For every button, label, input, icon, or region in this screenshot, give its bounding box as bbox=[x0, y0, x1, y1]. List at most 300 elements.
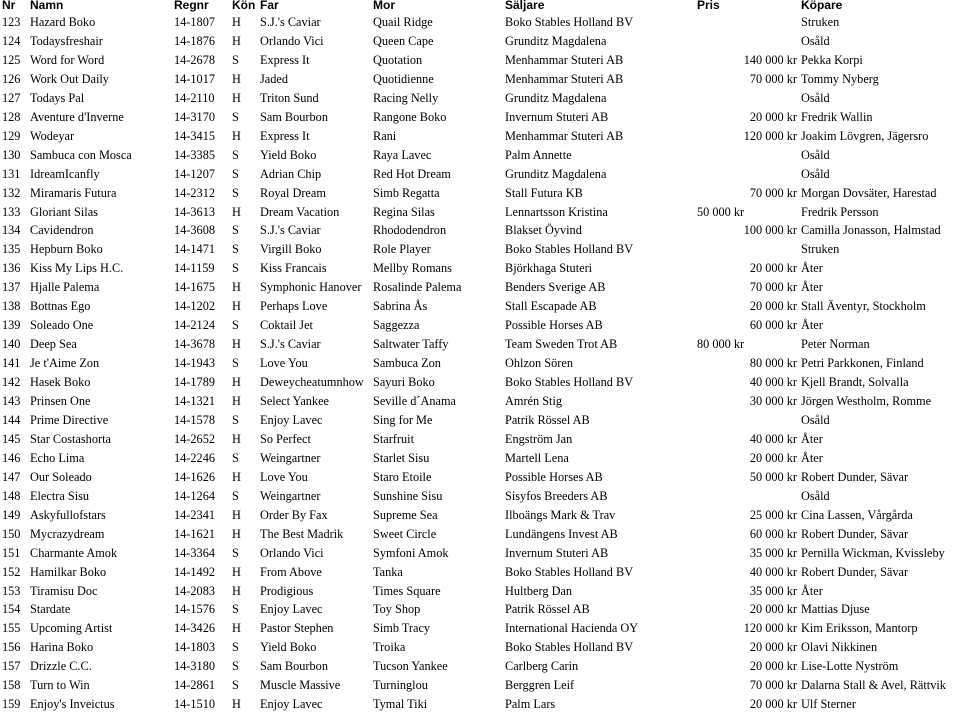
cell-kon: H bbox=[232, 128, 241, 143]
cell-kon: S bbox=[232, 640, 239, 655]
cell-pris: 25 000 kr bbox=[749, 507, 797, 522]
cell-saljare: Engström Jan bbox=[505, 431, 573, 446]
cell-nr: 123 bbox=[2, 15, 21, 29]
cell-namn: Hepburn Boko bbox=[30, 242, 103, 257]
table-row bbox=[0, 487, 959, 506]
table-row bbox=[0, 600, 959, 619]
cell-saljare: Grunditz Magdalena bbox=[505, 166, 607, 181]
cell-kopare: Fredrik Wallin bbox=[801, 109, 873, 124]
cell-regnr: 14-2678 bbox=[174, 52, 215, 67]
cell-kon: S bbox=[232, 602, 239, 617]
table-row bbox=[0, 240, 959, 259]
table-row bbox=[0, 221, 959, 240]
cell-kon: H bbox=[232, 507, 241, 522]
cell-saljare: Menhammar Stuteri AB bbox=[505, 71, 624, 86]
cell-kon: H bbox=[232, 431, 241, 446]
cell-saljare: Björkhaga Stuteri bbox=[505, 261, 593, 276]
cell-pris: 20 000 kr bbox=[749, 299, 797, 314]
cell-far: Royal Dream bbox=[260, 185, 326, 200]
cell-kopare: Åter bbox=[801, 261, 823, 276]
cell-kopare: Osåld bbox=[801, 147, 830, 162]
cell-kopare: Pernilla Wickman, Kvissleby bbox=[801, 545, 945, 560]
cell-regnr: 14-2246 bbox=[174, 450, 215, 465]
cell-far: Dream Vacation bbox=[260, 204, 340, 219]
cell-saljare: Patrik Rössel AB bbox=[505, 602, 590, 617]
cell-saljare: Carlberg Carin bbox=[505, 659, 579, 674]
table-row bbox=[0, 430, 959, 449]
cell-far: Sam Bourbon bbox=[260, 659, 328, 674]
cell-mor: Racing Nelly bbox=[373, 90, 439, 105]
cell-kopare: Jörgen Westholm, Romme bbox=[801, 394, 932, 408]
cell-namn: Wodeyar bbox=[30, 128, 75, 143]
cell-kopare: Pekka Korpi bbox=[801, 52, 863, 67]
cell-regnr: 14-1876 bbox=[174, 33, 215, 48]
cell-pris: 50 000 kr bbox=[749, 469, 797, 484]
table-row bbox=[0, 165, 959, 184]
cell-regnr: 14-3426 bbox=[174, 621, 215, 636]
cell-pris: 30 000 kr bbox=[749, 394, 797, 408]
cell-kopare: Lise-Lotte Nyström bbox=[801, 659, 899, 674]
cell-kopare: Osåld bbox=[801, 90, 830, 105]
cell-nr: 143 bbox=[2, 394, 21, 408]
cell-nr: 128 bbox=[2, 109, 21, 124]
cell-far: Orlando Vici bbox=[260, 33, 324, 48]
cell-pris: 50 000 kr bbox=[697, 204, 745, 219]
cell-nr: 145 bbox=[2, 431, 21, 446]
table-header bbox=[0, 0, 959, 12]
cell-regnr: 14-1264 bbox=[174, 488, 215, 503]
table-row bbox=[0, 676, 959, 695]
cell-mor: Saggezza bbox=[373, 318, 420, 333]
cell-saljare: Boko Stables Holland BV bbox=[505, 375, 634, 390]
cell-namn: Sambuca con Mosca bbox=[30, 147, 132, 162]
cell-kopare: Osåld bbox=[801, 488, 830, 503]
cell-pris: 80 000 kr bbox=[697, 337, 745, 352]
cell-far: Muscle Massive bbox=[260, 678, 341, 693]
header-regnr: Regnr bbox=[174, 0, 209, 12]
cell-pris: 70 000 kr bbox=[749, 280, 797, 295]
header-nr: Nr bbox=[2, 0, 16, 12]
cell-nr: 139 bbox=[2, 318, 21, 333]
cell-kon: S bbox=[232, 109, 239, 124]
cell-kon: S bbox=[232, 678, 239, 693]
table-row bbox=[0, 32, 959, 51]
cell-regnr: 14-1207 bbox=[174, 166, 215, 181]
cell-saljare: Possible Horses AB bbox=[505, 469, 603, 484]
cell-kon: H bbox=[232, 280, 241, 295]
cell-far: Yield Boko bbox=[260, 147, 317, 162]
cell-pris: 20 000 kr bbox=[749, 261, 797, 276]
cell-far: Pastor Stephen bbox=[260, 621, 334, 636]
table-row bbox=[0, 563, 959, 582]
cell-mor: Sambuca Zon bbox=[373, 356, 441, 371]
header-mor: Mor bbox=[373, 0, 395, 12]
cell-namn: Harina Boko bbox=[30, 640, 94, 655]
cell-kopare: Robert Dunder, Sävar bbox=[801, 564, 909, 579]
cell-saljare: Stall Futura KB bbox=[505, 185, 583, 200]
cell-nr: 130 bbox=[2, 147, 21, 162]
cell-mor: Sweet Circle bbox=[373, 526, 437, 541]
header-kopare: Köpare bbox=[801, 0, 843, 12]
header-far: Far bbox=[260, 0, 279, 12]
cell-nr: 146 bbox=[2, 450, 21, 465]
header-namn: Namn bbox=[30, 0, 64, 12]
cell-far: Express It bbox=[260, 52, 310, 67]
cell-regnr: 14-1510 bbox=[174, 697, 215, 712]
cell-namn: Bottnas Ego bbox=[30, 299, 91, 314]
table-row bbox=[0, 544, 959, 563]
cell-mor: Seville d´Anama bbox=[373, 394, 456, 408]
cell-mor: Queen Cape bbox=[373, 33, 434, 48]
cell-pris: 20 000 kr bbox=[749, 109, 797, 124]
cell-far: Yield Boko bbox=[260, 640, 317, 655]
cell-pris: 40 000 kr bbox=[749, 564, 797, 579]
cell-namn: Charmante Amok bbox=[30, 545, 118, 560]
cell-far: Sam Bourbon bbox=[260, 109, 328, 124]
cell-saljare: Ohlzon Sören bbox=[505, 356, 573, 371]
cell-pris: 140 000 kr bbox=[743, 52, 797, 67]
header-saljare: Säljare bbox=[505, 0, 545, 12]
cell-far: Weingartner bbox=[260, 450, 321, 465]
cell-regnr: 14-3170 bbox=[174, 109, 215, 124]
table-row bbox=[0, 582, 959, 601]
cell-mor: Symfoni Amok bbox=[373, 545, 449, 560]
cell-kon: S bbox=[232, 223, 239, 238]
cell-kon: S bbox=[232, 488, 239, 503]
cell-nr: 134 bbox=[2, 223, 21, 238]
cell-regnr: 14-1807 bbox=[174, 15, 215, 29]
cell-kon: S bbox=[232, 166, 239, 181]
cell-far: Coktail Jet bbox=[260, 318, 313, 333]
cell-saljare: Menhammar Stuteri AB bbox=[505, 52, 624, 67]
cell-nr: 148 bbox=[2, 488, 21, 503]
table-row bbox=[0, 108, 959, 127]
table-row bbox=[0, 335, 959, 354]
cell-pris: 20 000 kr bbox=[749, 697, 797, 712]
cell-far: Orlando Vici bbox=[260, 545, 324, 560]
table-row bbox=[0, 695, 959, 714]
cell-pris: 70 000 kr bbox=[749, 678, 797, 693]
cell-saljare: Menhammar Stuteri AB bbox=[505, 128, 624, 143]
cell-kopare: Joakim Lövgren, Jägersro bbox=[801, 128, 929, 143]
table-row bbox=[0, 411, 959, 430]
cell-namn: Drizzle C.C. bbox=[30, 659, 92, 674]
cell-mor: Sabrina Ås bbox=[373, 299, 428, 314]
cell-regnr: 14-3364 bbox=[174, 545, 215, 560]
cell-nr: 129 bbox=[2, 128, 21, 143]
cell-nr: 135 bbox=[2, 242, 21, 257]
cell-namn: Work Out Daily bbox=[30, 71, 109, 86]
cell-mor: Times Square bbox=[373, 583, 441, 598]
cell-namn: Kiss My Lips H.C. bbox=[30, 261, 124, 276]
cell-regnr: 14-3385 bbox=[174, 147, 215, 162]
cell-mor: Quotidienne bbox=[373, 71, 434, 86]
cell-regnr: 14-1943 bbox=[174, 356, 215, 371]
cell-kon: S bbox=[232, 318, 239, 333]
cell-far: Order By Fax bbox=[260, 507, 328, 522]
cell-kon: S bbox=[232, 356, 239, 371]
cell-kon: S bbox=[232, 412, 239, 427]
cell-kopare: Stall Äventyr, Stockholm bbox=[801, 299, 926, 314]
table-row bbox=[0, 619, 959, 638]
cell-nr: 156 bbox=[2, 640, 21, 655]
cell-regnr: 14-2652 bbox=[174, 431, 215, 446]
cell-mor: Rani bbox=[373, 128, 397, 143]
cell-saljare: Boko Stables Holland BV bbox=[505, 242, 634, 257]
cell-regnr: 14-1789 bbox=[174, 375, 215, 390]
cell-mor: Starlet Sisu bbox=[373, 450, 430, 465]
table-row bbox=[0, 70, 959, 89]
cell-namn: Deep Sea bbox=[30, 337, 77, 352]
table-row bbox=[0, 259, 959, 278]
cell-regnr: 14-1626 bbox=[174, 469, 215, 484]
cell-far: Love You bbox=[260, 469, 308, 484]
cell-kopare: Osåld bbox=[801, 412, 830, 427]
cell-saljare: Stall Escapade AB bbox=[505, 299, 597, 314]
cell-kon: H bbox=[232, 697, 241, 712]
table-row bbox=[0, 13, 959, 32]
cell-kon: S bbox=[232, 147, 239, 162]
cell-far: Virgill Boko bbox=[260, 242, 322, 257]
cell-saljare: Martell Lena bbox=[505, 450, 569, 465]
cell-far: Jaded bbox=[260, 71, 288, 86]
cell-nr: 150 bbox=[2, 526, 21, 541]
table-row bbox=[0, 373, 959, 392]
cell-pris: 40 000 kr bbox=[749, 431, 797, 446]
cell-regnr: 14-1321 bbox=[174, 394, 215, 408]
cell-far: Triton Sund bbox=[260, 90, 319, 105]
cell-mor: Rangone Boko bbox=[373, 109, 447, 124]
cell-regnr: 14-2083 bbox=[174, 583, 215, 598]
cell-nr: 125 bbox=[2, 52, 21, 67]
cell-pris: 20 000 kr bbox=[749, 640, 797, 655]
cell-pris: 100 000 kr bbox=[743, 223, 797, 238]
cell-namn: Turn to Win bbox=[30, 678, 90, 693]
cell-namn: Todaysfreshair bbox=[30, 33, 103, 48]
cell-saljare: Patrik Rössel AB bbox=[505, 412, 590, 427]
cell-nr: 154 bbox=[2, 602, 21, 617]
cell-namn: Upcoming Artist bbox=[30, 621, 113, 636]
cell-regnr: 14-1803 bbox=[174, 640, 215, 655]
cell-regnr: 14-1159 bbox=[174, 261, 215, 276]
table-row bbox=[0, 354, 959, 373]
cell-kopare: Peter Norman bbox=[801, 337, 870, 352]
cell-saljare: Invernum Stuteri AB bbox=[505, 109, 609, 124]
cell-namn: Enjoy's Inveictus bbox=[30, 697, 115, 712]
cell-saljare: Lundängens Invest AB bbox=[505, 526, 618, 541]
cell-pris: 70 000 kr bbox=[749, 185, 797, 200]
cell-saljare: Palm Annette bbox=[505, 147, 572, 162]
cell-kopare: Cina Lassen, Vårgårda bbox=[801, 507, 913, 522]
cell-far: S.J.'s Caviar bbox=[260, 337, 321, 352]
cell-nr: 152 bbox=[2, 564, 21, 579]
cell-kon: S bbox=[232, 52, 239, 67]
cell-saljare: Ilboängs Mark & Trav bbox=[505, 507, 616, 522]
cell-namn: Askyfullofstars bbox=[30, 507, 106, 522]
cell-pris: 40 000 kr bbox=[749, 375, 797, 390]
cell-kopare: Dalarna Stall & Avel, Rättvik bbox=[801, 678, 946, 693]
cell-nr: 144 bbox=[2, 412, 21, 427]
cell-namn: Echo Lima bbox=[30, 450, 85, 465]
cell-nr: 157 bbox=[2, 659, 21, 674]
cell-kon: H bbox=[232, 583, 241, 598]
cell-nr: 133 bbox=[2, 204, 21, 219]
cell-kopare: Åter bbox=[801, 431, 823, 446]
cell-saljare: Benders Sverige AB bbox=[505, 280, 606, 295]
cell-far: So Perfect bbox=[260, 431, 311, 446]
cell-regnr: 14-2124 bbox=[174, 318, 215, 333]
cell-far: Deweycheatumnhow bbox=[260, 375, 364, 390]
cell-namn: Mycrazydream bbox=[30, 526, 105, 541]
cell-nr: 138 bbox=[2, 299, 21, 314]
cell-regnr: 14-2312 bbox=[174, 185, 215, 200]
cell-kopare: Morgan Dovsäter, Harestad bbox=[801, 185, 937, 200]
cell-mor: Rhododendron bbox=[373, 223, 447, 238]
cell-mor: Tucson Yankee bbox=[373, 659, 448, 674]
cell-kon: H bbox=[232, 469, 241, 484]
cell-mor: Saltwater Taffy bbox=[373, 337, 449, 352]
cell-far: Symphonic Hanover bbox=[260, 280, 362, 295]
cell-nr: 131 bbox=[2, 166, 21, 181]
table-row bbox=[0, 316, 959, 335]
table-row bbox=[0, 184, 959, 203]
cell-saljare: International Hacienda OY bbox=[505, 621, 639, 636]
cell-nr: 151 bbox=[2, 545, 21, 560]
cell-pris: 35 000 kr bbox=[749, 545, 797, 560]
cell-namn: Stardate bbox=[30, 602, 71, 617]
cell-regnr: 14-3415 bbox=[174, 128, 215, 143]
table-row bbox=[0, 638, 959, 657]
cell-saljare: Invernum Stuteri AB bbox=[505, 545, 609, 560]
cell-mor: Toy Shop bbox=[373, 602, 421, 617]
cell-regnr: 14-1202 bbox=[174, 299, 215, 314]
cell-kopare: Ulf Sterner bbox=[801, 697, 856, 712]
table-row bbox=[0, 657, 959, 676]
table-row bbox=[0, 146, 959, 165]
cell-nr: 140 bbox=[2, 337, 21, 352]
cell-kon: H bbox=[232, 621, 241, 636]
cell-regnr: 14-1621 bbox=[174, 526, 215, 541]
cell-regnr: 14-3678 bbox=[174, 337, 215, 352]
cell-mor: Sing for Me bbox=[373, 412, 433, 427]
cell-mor: Simb Tracy bbox=[373, 621, 431, 636]
cell-saljare: Boko Stables Holland BV bbox=[505, 564, 634, 579]
cell-nr: 147 bbox=[2, 469, 21, 484]
cell-mor: Tymal Tiki bbox=[373, 697, 428, 712]
cell-kopare: Osåld bbox=[801, 33, 830, 48]
cell-namn: Cavidendron bbox=[30, 223, 94, 238]
cell-nr: 127 bbox=[2, 90, 21, 105]
cell-saljare: Hultberg Dan bbox=[505, 583, 573, 598]
cell-regnr: 14-1675 bbox=[174, 280, 215, 295]
cell-regnr: 14-2110 bbox=[174, 90, 215, 105]
cell-saljare: Grunditz Magdalena bbox=[505, 90, 607, 105]
cell-regnr: 14-1576 bbox=[174, 602, 215, 617]
cell-saljare: Boko Stables Holland BV bbox=[505, 640, 634, 655]
cell-kon: H bbox=[232, 526, 241, 541]
cell-kopare: Olavi Nikkinen bbox=[801, 640, 878, 655]
cell-namn: Miramaris Futura bbox=[30, 185, 117, 200]
cell-far: Enjoy Lavec bbox=[260, 697, 323, 712]
cell-mor: Turninglou bbox=[373, 678, 428, 693]
cell-kopare: Kjell Brandt, Solvalla bbox=[801, 375, 909, 390]
cell-saljare: Lennartsson Kristina bbox=[505, 204, 608, 219]
cell-saljare: Boko Stables Holland BV bbox=[505, 15, 634, 29]
table-row bbox=[0, 51, 959, 70]
cell-mor: Troika bbox=[373, 640, 406, 655]
cell-far: Perhaps Love bbox=[260, 299, 328, 314]
cell-kopare: Tommy Nyberg bbox=[801, 71, 879, 86]
cell-mor: Sayuri Boko bbox=[373, 375, 435, 390]
cell-far: Enjoy Lavec bbox=[260, 412, 323, 427]
cell-mor: Starfruit bbox=[373, 431, 414, 446]
cell-namn: Hamilkar Boko bbox=[30, 564, 107, 579]
cell-mor: Staro Etoile bbox=[373, 469, 432, 484]
cell-far: Select Yankee bbox=[260, 394, 329, 408]
cell-kon: H bbox=[232, 564, 241, 579]
cell-saljare: Grunditz Magdalena bbox=[505, 33, 607, 48]
cell-pris: 120 000 kr bbox=[743, 128, 797, 143]
cell-kon: H bbox=[232, 299, 241, 314]
cell-kon: H bbox=[232, 71, 241, 86]
cell-mor: Tanka bbox=[373, 564, 403, 579]
table-row bbox=[0, 449, 959, 468]
cell-mor: Quail Ridge bbox=[373, 15, 433, 29]
cell-nr: 149 bbox=[2, 507, 21, 522]
cell-mor: Simb Regatta bbox=[373, 185, 440, 200]
cell-far: Adrian Chip bbox=[260, 166, 322, 181]
cell-nr: 142 bbox=[2, 375, 21, 390]
cell-saljare: Amrén Stig bbox=[505, 394, 563, 408]
cell-kopare: Camilla Jonasson, Halmstad bbox=[801, 223, 941, 238]
cell-kon: S bbox=[232, 242, 239, 257]
cell-regnr: 14-1492 bbox=[174, 564, 215, 579]
cell-kon: H bbox=[232, 33, 241, 48]
cell-kopare: Osåld bbox=[801, 166, 830, 181]
cell-saljare: Palm Lars bbox=[505, 697, 556, 712]
cell-nr: 132 bbox=[2, 185, 21, 200]
cell-nr: 153 bbox=[2, 583, 21, 598]
cell-far: The Best Madrik bbox=[260, 526, 344, 541]
cell-namn: Aventure d'Inverne bbox=[30, 109, 124, 124]
cell-kon: S bbox=[232, 450, 239, 465]
cell-namn: Electra Sisu bbox=[30, 488, 90, 503]
cell-nr: 126 bbox=[2, 71, 21, 86]
cell-kon: S bbox=[232, 261, 239, 276]
cell-pris: 120 000 kr bbox=[743, 621, 797, 636]
cell-regnr: 14-3180 bbox=[174, 659, 215, 674]
cell-mor: Supreme Sea bbox=[373, 507, 438, 522]
cell-namn: Word for Word bbox=[30, 52, 105, 67]
cell-saljare: Berggren Leif bbox=[505, 678, 575, 693]
cell-mor: Raya Lavec bbox=[373, 147, 432, 162]
cell-nr: 159 bbox=[2, 697, 21, 712]
cell-nr: 141 bbox=[2, 356, 21, 371]
cell-far: Love You bbox=[260, 356, 308, 371]
cell-regnr: 14-1017 bbox=[174, 71, 215, 86]
cell-saljare: Team Sweden Trot AB bbox=[505, 337, 618, 352]
cell-nr: 155 bbox=[2, 621, 21, 636]
cell-kopare: Åter bbox=[801, 450, 823, 465]
cell-pris: 35 000 kr bbox=[749, 583, 797, 598]
cell-kon: H bbox=[232, 90, 241, 105]
cell-namn: Prime Directive bbox=[30, 412, 109, 427]
cell-kopare: Åter bbox=[801, 583, 823, 598]
table-row bbox=[0, 468, 959, 487]
cell-regnr: 14-3608 bbox=[174, 223, 215, 238]
cell-far: From Above bbox=[260, 564, 322, 579]
table-row bbox=[0, 506, 959, 525]
